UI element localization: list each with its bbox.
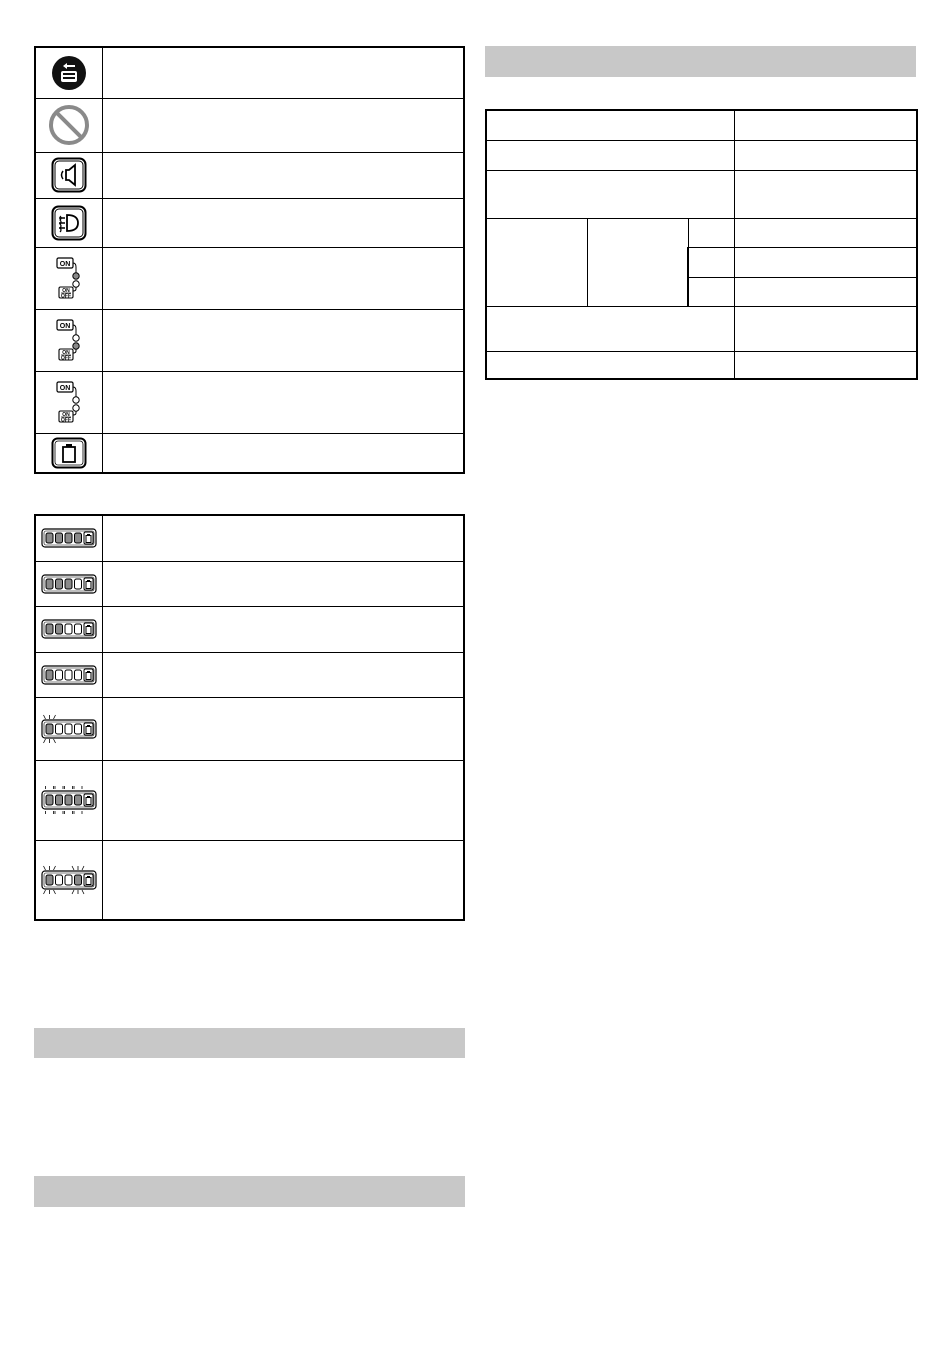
symbol-row	[35, 247, 464, 309]
symbol-row	[35, 198, 464, 247]
symbol-row	[35, 371, 464, 433]
battery-segment-empty	[65, 875, 72, 885]
symbol-icon-cell	[35, 47, 103, 98]
symbol-row	[35, 433, 464, 473]
battery-segment-empty	[75, 624, 82, 634]
symbol-row	[35, 152, 464, 198]
spec-row	[486, 110, 917, 140]
symbol-row	[35, 47, 464, 98]
symbol-icon-cell	[35, 433, 103, 473]
battery-segment-filled	[46, 624, 53, 634]
prohibition-icon	[48, 104, 90, 146]
spec-value	[734, 218, 917, 247]
battery-segment-filled	[46, 875, 53, 885]
battery-description	[103, 840, 465, 920]
battery-icon-cell	[35, 697, 103, 760]
battery-segment-empty	[56, 670, 63, 680]
spec-item-key	[688, 247, 734, 277]
battery-segment-empty	[65, 670, 72, 680]
battery-segment-filled	[56, 579, 63, 589]
battery-level-3-icon	[39, 564, 99, 604]
battery-segment-filled	[75, 795, 82, 805]
speaker-icon	[51, 157, 87, 193]
battery-row	[35, 697, 464, 760]
on-label: ON	[59, 261, 71, 268]
spec-item-key	[688, 218, 734, 247]
battery-segment-empty	[65, 624, 72, 634]
spec-label	[486, 140, 734, 170]
battery-segment-empty	[56, 875, 63, 885]
spec-value	[734, 110, 917, 140]
section-header-bar	[34, 1176, 465, 1207]
svg-text:ON: ON	[62, 288, 70, 294]
battery-segment-empty	[75, 579, 82, 589]
spec-sub-label	[587, 218, 688, 306]
battery-segment-empty	[65, 724, 72, 734]
battery-segment-filled	[46, 579, 53, 589]
battery-segment-empty	[75, 724, 82, 734]
svg-text:OFF: OFF	[61, 293, 71, 299]
symbol-description	[103, 152, 465, 198]
battery-row	[35, 515, 464, 561]
on-off-switch-icon	[56, 319, 82, 361]
battery-segment-filled	[46, 724, 53, 734]
spec-label	[486, 351, 734, 379]
section-header-bar	[485, 46, 916, 77]
battery-icon-cell	[35, 840, 103, 920]
symbol-row	[35, 309, 464, 371]
battery-icon	[51, 437, 87, 469]
svg-text:ON: ON	[62, 350, 70, 356]
svg-text:OFF: OFF	[61, 355, 71, 361]
battery-segment-filled	[46, 795, 53, 805]
symbol-description	[103, 198, 465, 247]
battery-segment-filled	[56, 533, 63, 543]
battery-description	[103, 561, 465, 606]
charger-port-icon	[50, 54, 88, 92]
battery-description	[103, 652, 465, 697]
on-label: ON	[59, 323, 71, 330]
spec-row	[486, 351, 917, 379]
battery-indicator-table	[34, 514, 465, 921]
battery-segment-filled	[56, 624, 63, 634]
battery-level-2-icon	[39, 609, 99, 649]
symbols-table	[34, 46, 465, 474]
spec-label	[486, 306, 734, 351]
battery-all-blinking-icon	[39, 780, 99, 820]
battery-segment-filled	[65, 579, 72, 589]
spec-row	[486, 218, 917, 247]
battery-description	[103, 760, 465, 840]
battery-icon-cell	[35, 515, 103, 561]
spec-item-key	[688, 277, 734, 306]
spec-group-label	[486, 218, 587, 306]
section-header-bar	[34, 1028, 465, 1058]
battery-segment-filled	[46, 670, 53, 680]
symbol-description	[103, 433, 465, 473]
symbol-description	[103, 98, 465, 152]
symbol-icon-cell	[35, 371, 103, 433]
spec-row	[486, 306, 917, 351]
spec-value	[734, 277, 917, 306]
spec-value	[734, 170, 917, 218]
battery-row	[35, 760, 464, 840]
battery-level-4-icon	[39, 518, 99, 558]
symbol-description	[103, 371, 465, 433]
spec-row	[486, 170, 917, 218]
battery-segment-filled	[65, 533, 72, 543]
battery-row	[35, 606, 464, 652]
battery-description	[103, 606, 465, 652]
on-label: ON	[59, 385, 71, 392]
spec-label	[486, 170, 734, 218]
battery-icon-cell	[35, 606, 103, 652]
battery-description	[103, 697, 465, 760]
battery-icon-cell	[35, 760, 103, 840]
battery-segment-filled	[65, 795, 72, 805]
symbol-row	[35, 98, 464, 152]
battery-segment-filled	[75, 533, 82, 543]
battery-icon-cell	[35, 652, 103, 697]
symbol-icon-cell	[35, 198, 103, 247]
battery-segment-empty	[56, 724, 63, 734]
battery-segment-filled	[46, 533, 53, 543]
symbol-description	[103, 247, 465, 309]
symbol-description	[103, 47, 465, 98]
battery-segment-empty	[75, 670, 82, 680]
battery-level-1-icon	[39, 655, 99, 695]
battery-alternate-blinking-icon	[39, 860, 99, 900]
fog-light-icon	[51, 205, 87, 241]
symbol-description	[103, 309, 465, 371]
svg-text:OFF: OFF	[61, 417, 71, 423]
symbol-icon-cell	[35, 247, 103, 309]
spec-value	[734, 140, 917, 170]
battery-segment-filled	[75, 875, 82, 885]
battery-row	[35, 840, 464, 920]
symbol-icon-cell	[35, 309, 103, 371]
spec-value	[734, 306, 917, 351]
symbol-icon-cell	[35, 152, 103, 198]
battery-row	[35, 561, 464, 606]
on-off-switch-icon	[56, 257, 82, 299]
battery-row	[35, 652, 464, 697]
battery-icon-cell	[35, 561, 103, 606]
symbol-icon-cell	[35, 98, 103, 152]
spec-label	[486, 110, 734, 140]
spec-row	[486, 140, 917, 170]
battery-level-1-blinking-icon	[39, 709, 99, 749]
spec-value	[734, 351, 917, 379]
svg-text:ON: ON	[62, 412, 70, 418]
battery-description	[103, 515, 465, 561]
battery-segment-filled	[56, 795, 63, 805]
on-off-switch-icon	[56, 381, 82, 423]
specifications-table	[485, 109, 918, 380]
spec-value	[734, 247, 917, 277]
